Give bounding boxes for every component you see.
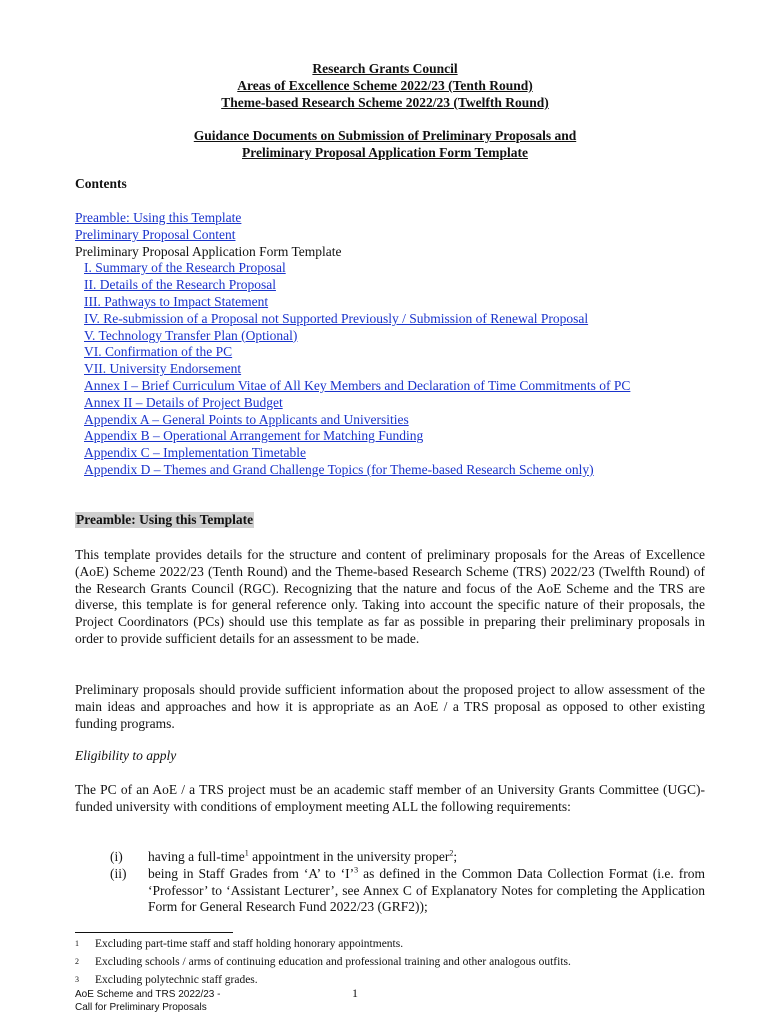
- page-footer: [75, 988, 220, 1014]
- toc-form-heading: Preliminary Proposal Application Form Template: [75, 243, 342, 259]
- toc-link-endorsement[interactable]: VII. University Endorsement: [84, 361, 242, 377]
- footer-line-1: AoE Scheme and TRS 2022/23 -: [75, 989, 221, 1000]
- list-item-number: (i): [110, 849, 123, 864]
- footnote-number: 1: [75, 939, 79, 948]
- req2-text-a: being in Staff Grades from ‘A’ to ‘I’: [148, 865, 355, 881]
- footnote-3: [75, 973, 715, 987]
- req1-text-c: ;: [453, 849, 458, 864]
- footnote-2: [75, 955, 715, 969]
- toc-link-annex-1[interactable]: Annex I – Brief Curriculum Vitae of All Key Members and Declaration of Time Commitments of PC: [84, 377, 631, 393]
- footnote-ref-3: 3: [354, 865, 359, 875]
- footnote-text: Excluding part-time staff and staff holding honorary appointments.: [95, 938, 404, 950]
- footnote-number: 3: [75, 975, 79, 984]
- header-aoe: Areas of Excellence Scheme 2022/23 (Tenth Round): [237, 78, 533, 93]
- req2-text-b: as defined in the Common Data Collection Format (i.e. from ‘Professor’ to ‘Assistant Lecturer’, see Annex C of Explanatory Notes for completing the Application Form for General Research Fund 2022/23 (GRF2));: [148, 865, 705, 915]
- header-trs: Theme-based Research Scheme 2022/23 (Twelfth Round): [221, 95, 549, 110]
- footer-line-2: Call for Preliminary Proposals: [75, 1002, 207, 1013]
- preamble-paragraph-2: Preliminary proposals should provide sufficient information about the proposed project to allow assessment of the main ideas and approaches and how it is appropriate as an AoE / a TRS proposal as opposed to other existing funding programs.: [75, 682, 705, 731]
- footnote-text: Excluding polytechnic staff grades.: [95, 974, 258, 986]
- toc-link-content[interactable]: Preliminary Proposal Content: [75, 226, 236, 242]
- toc-link-resubmission[interactable]: IV. Re-submission of a Proposal not Supported Previously / Submission of Renewal Proposal: [84, 310, 589, 326]
- toc-link-appendix-b[interactable]: Appendix B – Operational Arrangement for Matching Funding: [84, 428, 424, 444]
- list-item-number: (ii): [110, 865, 127, 881]
- req1-text-b: appointment in the university proper: [248, 849, 450, 864]
- toc-link-confirmation[interactable]: VI. Confirmation of the PC: [84, 344, 233, 360]
- toc-link-pathways[interactable]: III. Pathways to Impact Statement: [84, 293, 269, 309]
- toc-link-appendix-d[interactable]: Appendix D – Themes and Grand Challenge Topics (for Theme-based Research Scheme only): [84, 461, 594, 477]
- preamble-paragraph-1: This template provides details for the structure and content of preliminary proposals for the Areas of Excellence (AoE) Scheme 2022/23 (Tenth Round) and the Theme-based Research Scheme (TRS) 2022/23 (Twelfth Round) of the Research Grants Council (RGC). Recognizing that the nature and focus of the AoE Scheme and the TRS are diverse, this template is for general reference only. Taking into account the specific nature of their proposals, the Project Coordinators (PCs) should use this template as far as possible in preparing their preliminary proposals in order to provide sufficient details for an assessment to be made.: [75, 547, 705, 646]
- toc-link-preamble[interactable]: Preamble: Using this Template: [75, 210, 242, 225]
- footnote-1: [75, 937, 715, 951]
- list-item: [110, 866, 705, 916]
- preamble-heading: Preamble: Using this Template: [76, 512, 254, 527]
- contents-heading: Contents: [75, 176, 127, 191]
- page-number: 1: [352, 986, 358, 1000]
- toc-link-annex-2[interactable]: Annex II – Details of Project Budget: [84, 394, 283, 410]
- list-item: [110, 849, 705, 866]
- footnote-separator: [75, 932, 233, 933]
- footnote-number: 2: [75, 957, 79, 966]
- header-council: Research Grants Council: [312, 61, 458, 76]
- footnote-ref-1: 1: [244, 848, 249, 858]
- footnote-ref-2: 2: [449, 848, 454, 858]
- req1-text-a: having a full-time: [148, 849, 245, 864]
- header-guidance: Guidance Documents on Submission of Preliminary Proposals and: [193, 128, 577, 143]
- footnote-text: Excluding schools / arms of continuing education and professional training and other analogous outfits.: [95, 956, 571, 968]
- requirements-list: [110, 849, 705, 916]
- toc-link-tech-transfer[interactable]: V. Technology Transfer Plan (Optional): [84, 327, 298, 343]
- eligibility-paragraph: The PC of an AoE / a TRS project must be an academic staff member of an University Grants Committee (UGC)-funded university with conditions of employment meeting ALL the following requirements:: [75, 782, 705, 814]
- table-of-contents: [75, 210, 725, 479]
- toc-link-summary[interactable]: I. Summary of the Research Proposal: [84, 260, 286, 276]
- header-template: Preliminary Proposal Application Form Template: [242, 145, 528, 160]
- eligibility-heading: Eligibility to apply: [75, 748, 177, 763]
- toc-link-appendix-a[interactable]: Appendix A – General Points to Applicants and Universities: [84, 411, 409, 427]
- toc-link-details[interactable]: II. Details of the Research Proposal: [84, 277, 276, 293]
- toc-link-appendix-c[interactable]: Appendix C – Implementation Timetable: [84, 445, 306, 461]
